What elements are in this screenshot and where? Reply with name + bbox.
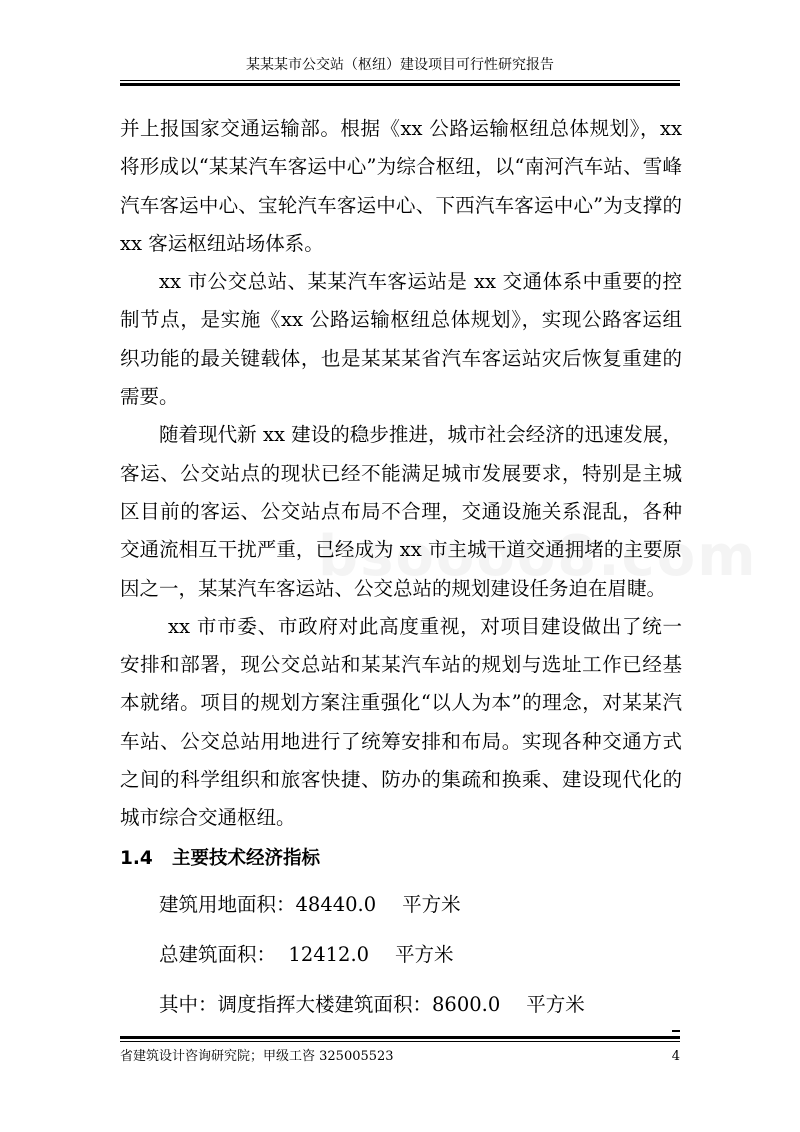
metric-unit: 平方米 (395, 942, 454, 966)
footer-organization: 省建筑设计咨询研究院；甲级工咨 325005523 (120, 1049, 394, 1064)
section-title: 主要技术经济指标 (172, 847, 321, 869)
metric-total-floor-area (120, 930, 682, 980)
header-rule-thin (120, 80, 680, 81)
page-number: 4 (671, 1049, 680, 1064)
footer-rule-thin (120, 1041, 680, 1042)
metric-dispatch-building-area (120, 980, 682, 1030)
metric-label: 建筑用地面积： (159, 892, 296, 916)
footer-rule-thick (120, 1036, 680, 1039)
paragraph-3: 随着现代新 xx 建设的稳步推进，城市社会经济的迅速发展，客运、公交站点的现状已经不能满足城市发展要求，特别是主城区目前的客运、公交站点布局不合理，交通设施关系混乱，各种交通流相互干扰严重，已经成为 xx 市主城干道交通拥堵的主要原因之一，某某汽车客运站、公交总站的规划建设任务迫在眉睫。 (120, 423, 682, 600)
running-header-title: 某某某市公交站（枢纽）建设项目可行性研究报告 (246, 57, 554, 73)
metric-unit: 平方米 (526, 992, 585, 1016)
section-heading (120, 838, 682, 880)
metric-label: 其中：调度指挥大楼建筑面积： (159, 992, 433, 1016)
header-rule-thick (120, 83, 680, 86)
paragraph-1: 并上报国家交通运输部。根据《xx 公路运输枢纽总体规划》，xx 将形成以“某某汽车客运中心”为综合枢纽，以“南河汽车站、雪峰汽车客运中心、宝轮汽车客运中心、下西汽车客运中心”为支撑的 xx 客运枢纽站场体系。 (120, 117, 682, 255)
section-number: 1.4 (120, 847, 153, 869)
metric-value: 48440.0 (295, 892, 377, 916)
footer-page-mark (672, 1030, 680, 1032)
metric-label: 总建筑面积： (159, 942, 289, 966)
paragraph-2: xx 市公交总站、某某汽车客运站是 xx 交通体系中重要的控制节点，是实施《xx 公路运输枢纽总体规划》，实现公路客运组织功能的最关键载体，也是某某某省汽车客运站灾后恢复重建的需要。 (120, 270, 682, 409)
metric-land-area (120, 880, 682, 930)
body-text (120, 110, 682, 1030)
metric-value: 8600.0 (432, 992, 501, 1016)
paragraph-4: xx 市市委、市政府对此高度重视，对项目建设做出了统一安排和部署，现公交总站和某某汽车站的规划与选址工作已经基本就绪。项目的规划方案注重强化“以人为本”的理念，对某某汽车站、公交总站用地进行了统筹安排和布局。实现各种交通方式之间的科学组织和旅客快捷、防办的集疏和换乘、建设现代化的城市综合交通枢纽。 (120, 614, 682, 830)
metric-value: 12412.0 (288, 942, 370, 966)
metric-unit: 平方米 (402, 892, 461, 916)
